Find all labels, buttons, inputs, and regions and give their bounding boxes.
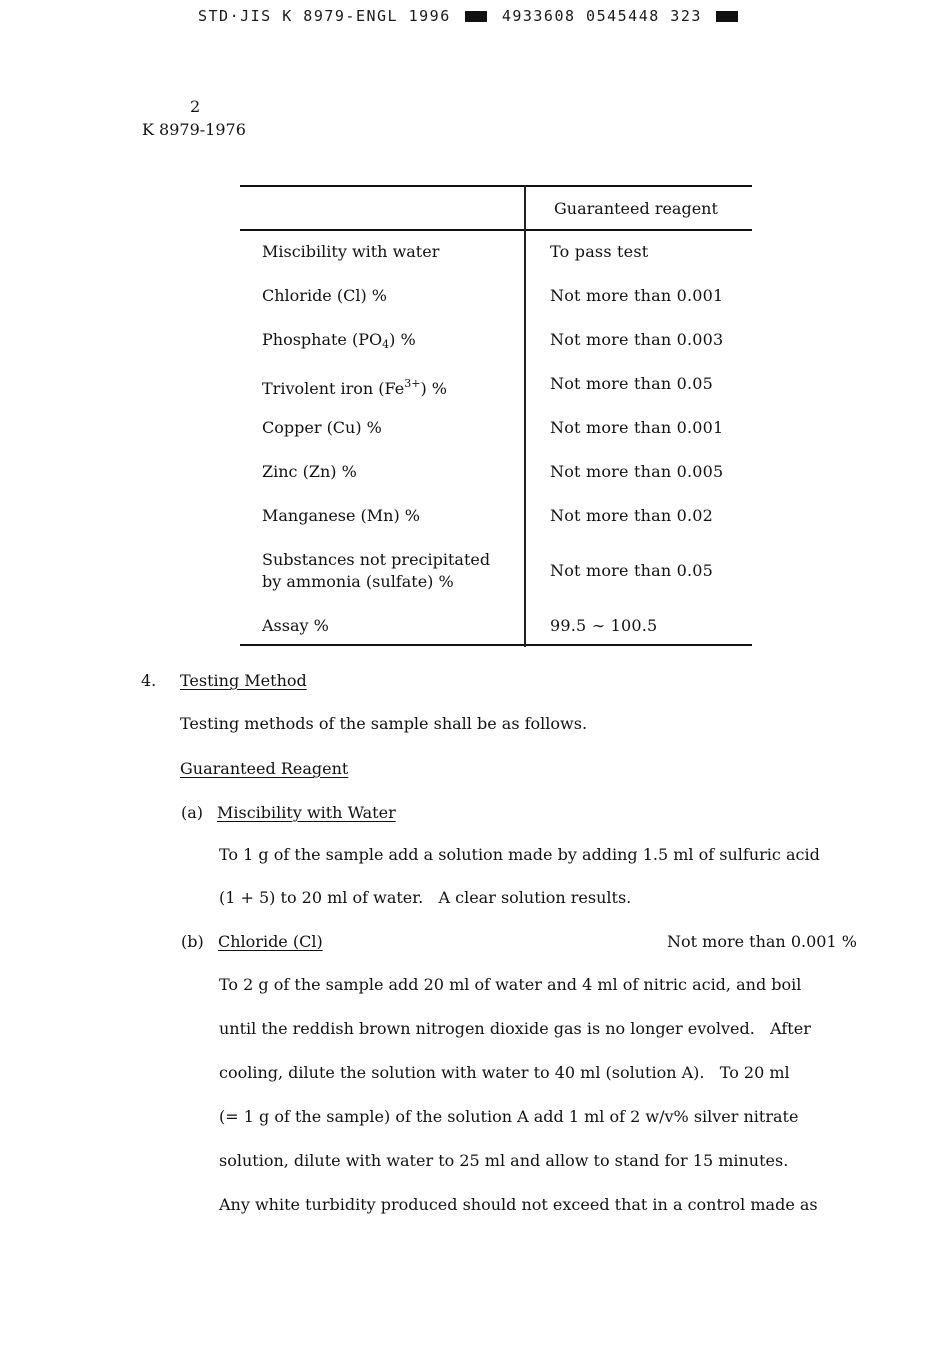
item-title: Chloride (Cl) (218, 932, 323, 951)
redaction-bar (465, 11, 487, 22)
standard-number: K 8979-1976 (142, 120, 246, 139)
paragraph-line: To 1 g of the sample add a solution made by adding 1.5 ml of sulfuric acid (219, 845, 820, 864)
item-title: Miscibility with Water (217, 803, 396, 822)
stamp-right: 4933608 0545448 323 (501, 7, 702, 25)
subheading: Guaranteed Reagent (180, 759, 349, 778)
column-header: Guaranteed reagent (554, 199, 718, 218)
row-value: Not more than 0.001 (550, 286, 724, 305)
item-marker: (a) (181, 803, 204, 822)
item-limit: Not more than 0.001 % (667, 932, 857, 951)
row-value: To pass test (550, 242, 649, 261)
section-title: Testing Method (180, 671, 307, 690)
page-number: 2 (190, 97, 201, 116)
row-label: Manganese (Mn) % (262, 506, 421, 525)
row-value: Not more than 0.001 (550, 418, 724, 437)
paragraph-line: Any white turbidity produced should not exceed that in a control made as (219, 1195, 818, 1214)
table-bottom-rule (240, 644, 752, 646)
row-value: Not more than 0.005 (550, 462, 724, 481)
row-label: Assay % (262, 616, 329, 635)
document-stamp (198, 7, 742, 25)
redaction-bar (716, 11, 738, 22)
row-label: Phosphate $(PO_4)$ % (262, 330, 416, 351)
paragraph-line: cooling, dilute the solution with water to 40 ml (solution A). To 20 ml (219, 1063, 790, 1082)
paragraph-line: (1 + 5) to 20 ml of water. A clear solution results. (219, 888, 632, 907)
stamp-left: STD·JIS K 8979-ENGL 1996 (198, 7, 451, 25)
row-value: Not more than 0.05 (550, 561, 714, 580)
paragraph-line: until the reddish brown nitrogen dioxide gas is no longer evolved. After (219, 1019, 811, 1038)
row-label: Chloride (Cl) % (262, 286, 387, 305)
row-label: Trivolent iron $(Fe^{3+})$ % (262, 377, 447, 398)
table-column-divider (524, 185, 526, 647)
row-value: Not more than 0.003 (550, 330, 724, 349)
specification-table (240, 185, 752, 647)
paragraph-line: solution, dilute with water to 25 ml and allow to stand for 15 minutes. (219, 1151, 789, 1170)
section-intro: Testing methods of the sample shall be as follows. (180, 714, 588, 733)
table-header-rule (240, 229, 752, 231)
row-value: Not more than 0.05 (550, 374, 714, 393)
paragraph-line: To 2 g of the sample add 20 ml of water and 4 ml of nitric acid, and boil (219, 975, 802, 994)
row-label-line1: Substances not precipitated (262, 550, 491, 569)
row-value: 99.5 ∼ 100.5 (550, 616, 658, 635)
row-label: Zinc (Zn) % (262, 462, 357, 481)
paragraph-line: (= 1 g of the sample) of the solution A add 1 ml of 2 w/v% silver nitrate (219, 1107, 799, 1126)
section-number: 4. (141, 671, 157, 690)
item-marker: (b) (181, 932, 204, 951)
row-label: Miscibility with water (262, 242, 440, 261)
row-label-line2: by ammonia (sulfate) % (262, 572, 454, 591)
table-top-rule (240, 185, 752, 187)
row-value: Not more than 0.02 (550, 506, 714, 525)
row-label: Copper (Cu) % (262, 418, 382, 437)
